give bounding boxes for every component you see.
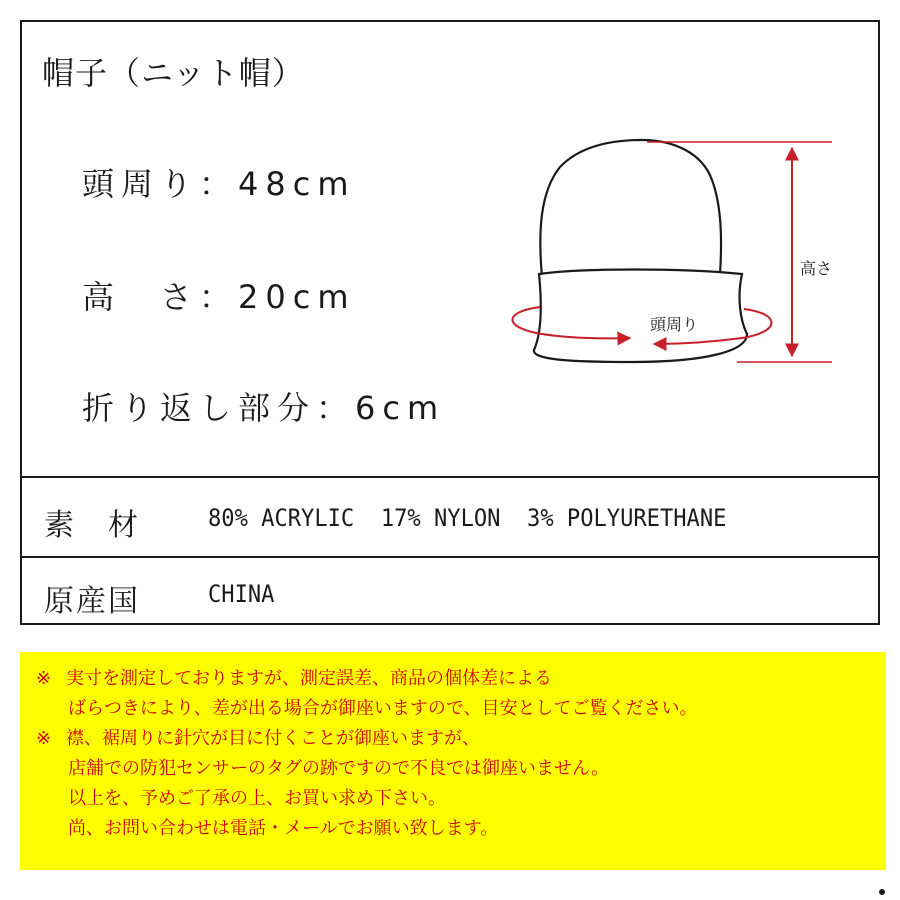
height-label: 高さ [800, 259, 833, 278]
spec-fold: 折り返し部分：6cm [82, 389, 446, 427]
notice-line: ばらつきにより、差が出る場合が御座いますので、目安としてご覧ください。 [68, 698, 698, 719]
material-label: 素 材 [44, 508, 140, 543]
hat-crown-outline [540, 140, 721, 277]
notice-mark: ※ [36, 668, 52, 689]
notice-box [20, 652, 886, 870]
corner-dot [879, 889, 885, 895]
spec-circumference: 頭周り：48cm [82, 165, 356, 203]
product-title: 帽子（ニット帽） [42, 54, 305, 92]
notice-line: ※ 襟、裾周りに針穴が目に付くことが御座いますが、 [36, 724, 886, 754]
origin-label: 原産国 [44, 584, 140, 619]
notice-line: 店舗での防犯センサーのタグの跡ですので不良では御座いません。 [68, 758, 610, 779]
hat-cuff-outline [534, 270, 747, 363]
origin-value: CHINA [208, 580, 275, 608]
origin-row [22, 558, 878, 625]
notice-line: 以上を、予めご了承の上、お買い求め下さい。 [68, 788, 446, 809]
notice-line: 尚、お問い合わせは電話・メールでお願い致します。 [68, 818, 499, 839]
material-value: 80% ACRYLIC 17% NYLON 3% POLYURETHANE [208, 504, 727, 532]
spec-height: 高 さ：20cm [82, 278, 356, 316]
notice-mark: ※ [36, 728, 52, 749]
circumference-label: 頭周り [650, 315, 699, 334]
product-info-table [20, 20, 880, 625]
size-section [22, 22, 878, 478]
notice-line: ※ 実寸を測定しておりますが、測定誤差、商品の個体差による [36, 664, 886, 694]
material-row [22, 478, 878, 558]
hat-diagram [482, 122, 862, 382]
